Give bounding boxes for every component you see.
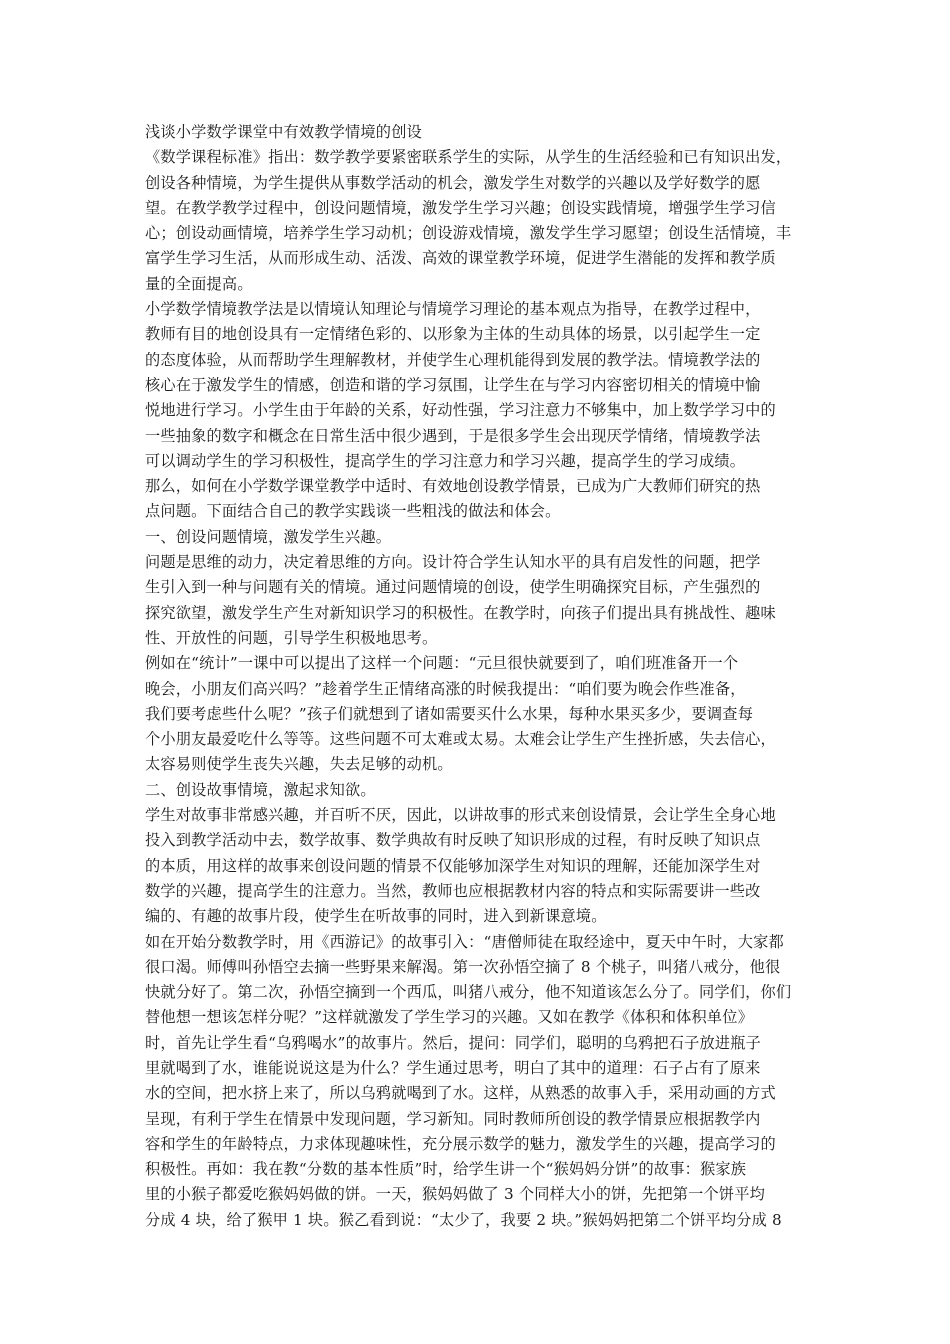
text-line: 核心在于激发学生的情感，创造和谐的学习氛围，让学生在与学习内容密切相关的情境中愉 <box>145 375 761 394</box>
text-line: 可以调动学生的学习积极性，提高学生的学习注意力和学习兴趣，提高学生的学习成绩。 <box>145 451 746 470</box>
text-line: 太容易则使学生丧失兴趣，失去足够的动机。 <box>145 755 453 774</box>
text-line: 水的空间，把水挤上来了，所以乌鸦就喝到了水。这样，从熟悉的故事入手，采用动画的方式 <box>145 1084 776 1103</box>
text-line: 创设各种情境，为学生提供从事数学活动的机会，激发学生对数学的兴趣以及学好数学的愿 <box>145 173 761 192</box>
text-line: 生引入到一种与问题有关的情境。通过问题情境的创设，使学生明确探究目标，产生强烈的 <box>145 578 761 597</box>
text-line: 学生对故事非常感兴趣，并百听不厌，因此，以讲故事的形式来创设情景，会让学生全身心地 <box>145 806 776 825</box>
text-line: 例如在“统计”一课中可以提出了这样一个问题：“元旦很快就要到了，咱们班准备开一个 <box>145 654 739 673</box>
text-line: 替他想一想该怎样分呢？”这样就激发了学生学习的兴趣。又如在教学《体积和体积单位》 <box>145 1008 754 1027</box>
text-line: 晚会，小朋友们高兴吗？”趁着学生正情绪高涨的时候我提出：“咱们要为晚会作些准备， <box>145 679 746 698</box>
text-line: 性、开放性的问题，引导学生积极地思考。 <box>145 628 438 647</box>
section-heading: 二、创设故事情境，激起求知欲。 <box>145 780 376 799</box>
text-line: 探究欲望，激发学生产生对新知识学习的积极性。在教学时，向孩子们提出具有挑战性、趣味 <box>145 603 776 622</box>
text-line: 如在开始分数教学时，用《西游记》的故事引入：“唐僧师徒在取经途中，夏天中午时，大家都 <box>145 932 784 951</box>
text-line: 量的全面提高。 <box>145 274 253 293</box>
text-line: 望。在教学教学过程中，创设问题情境，激发学生学习兴趣；创设实践情境，增强学生学习信 <box>145 198 776 217</box>
text-line: 的本质，用这样的故事来创设问题的情景不仅能够加深学生对知识的理解，还能加深学生对 <box>145 856 761 875</box>
text-line: 点问题。下面结合自己的教学实践谈一些粗浅的做法和体会。 <box>145 502 561 521</box>
document-body <box>145 120 810 1233</box>
text-line: 心；创设动画情境，培养学生学习动机；创设游戏情境，激发学生学习愿望；创设生活情境，丰 <box>145 224 792 243</box>
text-line: 一些抽象的数字和概念在日常生活中很少遇到，于是很多学生会出现厌学情绪，情境教学法 <box>145 426 761 445</box>
text-line: 容和学生的年龄特点，力求体现趣味性，充分展示数学的魅力，激发学生的兴趣，提高学习的 <box>145 1134 776 1153</box>
text-line: 的态度体验，从而帮助学生理解教材，并使学生心理机能得到发展的教学法。情境教学法的 <box>145 350 761 369</box>
text-line: 呈现，有利于学生在情景中发现问题，学习新知。同时教师所创设的教学情景应根据教学内 <box>145 1109 761 1128</box>
text-line: 快就分好了。第二次，孙悟空摘到一个西瓜，叫猪八戒分，他不知道该怎么分了。同学们，你们 <box>145 983 792 1002</box>
text-line: 里的小猴子都爱吃猴妈妈做的饼。一天，猴妈妈做了 3 个同样大小的饼，先把第一个饼平均 <box>145 1185 766 1204</box>
text-line: 个小朋友最爱吃什么等等。这些问题不可太难或太易。太难会让学生产生挫折感，失去信心， <box>145 730 776 749</box>
text-line: 里就喝到了水，谁能说说这是为什么？学生通过思考，明白了其中的道理：石子占有了原来 <box>145 1058 761 1077</box>
text-line: 分成 4 块，给了猴甲 1 块。猴乙看到说：“太少了，我要 2 块。”猴妈妈把第二个饼平均分成 8 <box>145 1210 782 1229</box>
document-title: 浅谈小学数学课堂中有效教学情境的创设 <box>145 123 422 141</box>
text-line: 我们要考虑些什么呢？”孩子们就想到了诸如需要买什么水果，每种水果买多少，要调查每 <box>145 704 754 723</box>
text-line: 积极性。再如：我在教“分数的基本性质”时，给学生讲一个“猴妈妈分饼”的故事：猴家族 <box>145 1160 747 1179</box>
section-heading: 一、创设问题情境，激发学生兴趣。 <box>145 527 392 546</box>
text-line: 富学生学习生活，从而形成生动、活泼、高效的课堂教学环境，促进学生潜能的发挥和教学质 <box>145 249 776 268</box>
text-line: 投入到教学活动中去，数学故事、数学典故有时反映了知识形成的过程，有时反映了知识点 <box>145 831 761 850</box>
text-line: 很口渴。师傅叫孙悟空去摘一些野果来解渴。第一次孙悟空摘了 8 个桃子，叫猪八戒分，他很 <box>145 957 781 976</box>
text-line: 教师有目的地创设具有一定情绪色彩的、以形象为主体的生动具体的场景，以引起学生一定 <box>145 325 761 344</box>
text-line: 悦地进行学习。小学生由于年龄的关系，好动性强，学习注意力不够集中，加上数学学习中的 <box>145 401 776 420</box>
text-line: 数学的兴趣，提高学生的注意力。当然，教师也应根据教材内容的特点和实际需要讲一些改 <box>145 881 761 900</box>
text-line: 问题是思维的动力，决定着思维的方向。设计符合学生认知水平的具有启发性的问题，把学 <box>145 553 761 572</box>
text-line: 那么，如何在小学数学课堂教学中适时、有效地创设教学情景，已成为广大教师们研究的热 <box>145 477 761 496</box>
text-line: 小学数学情境教学法是以情境认知理论与情境学习理论的基本观点为指导，在教学过程中， <box>145 300 761 319</box>
text-line: 时，首先让学生看“乌鸦喝水”的故事片。然后，提问：同学们，聪明的乌鸦把石子放进瓶子 <box>145 1033 762 1052</box>
text-line: 《数学课程标准》指出：数学教学要紧密联系学生的实际，从学生的生活经验和已有知识出发， <box>145 148 792 167</box>
text-line: 编的、有趣的故事片段，使学生在听故事的同时，进入到新课意境。 <box>145 907 607 926</box>
